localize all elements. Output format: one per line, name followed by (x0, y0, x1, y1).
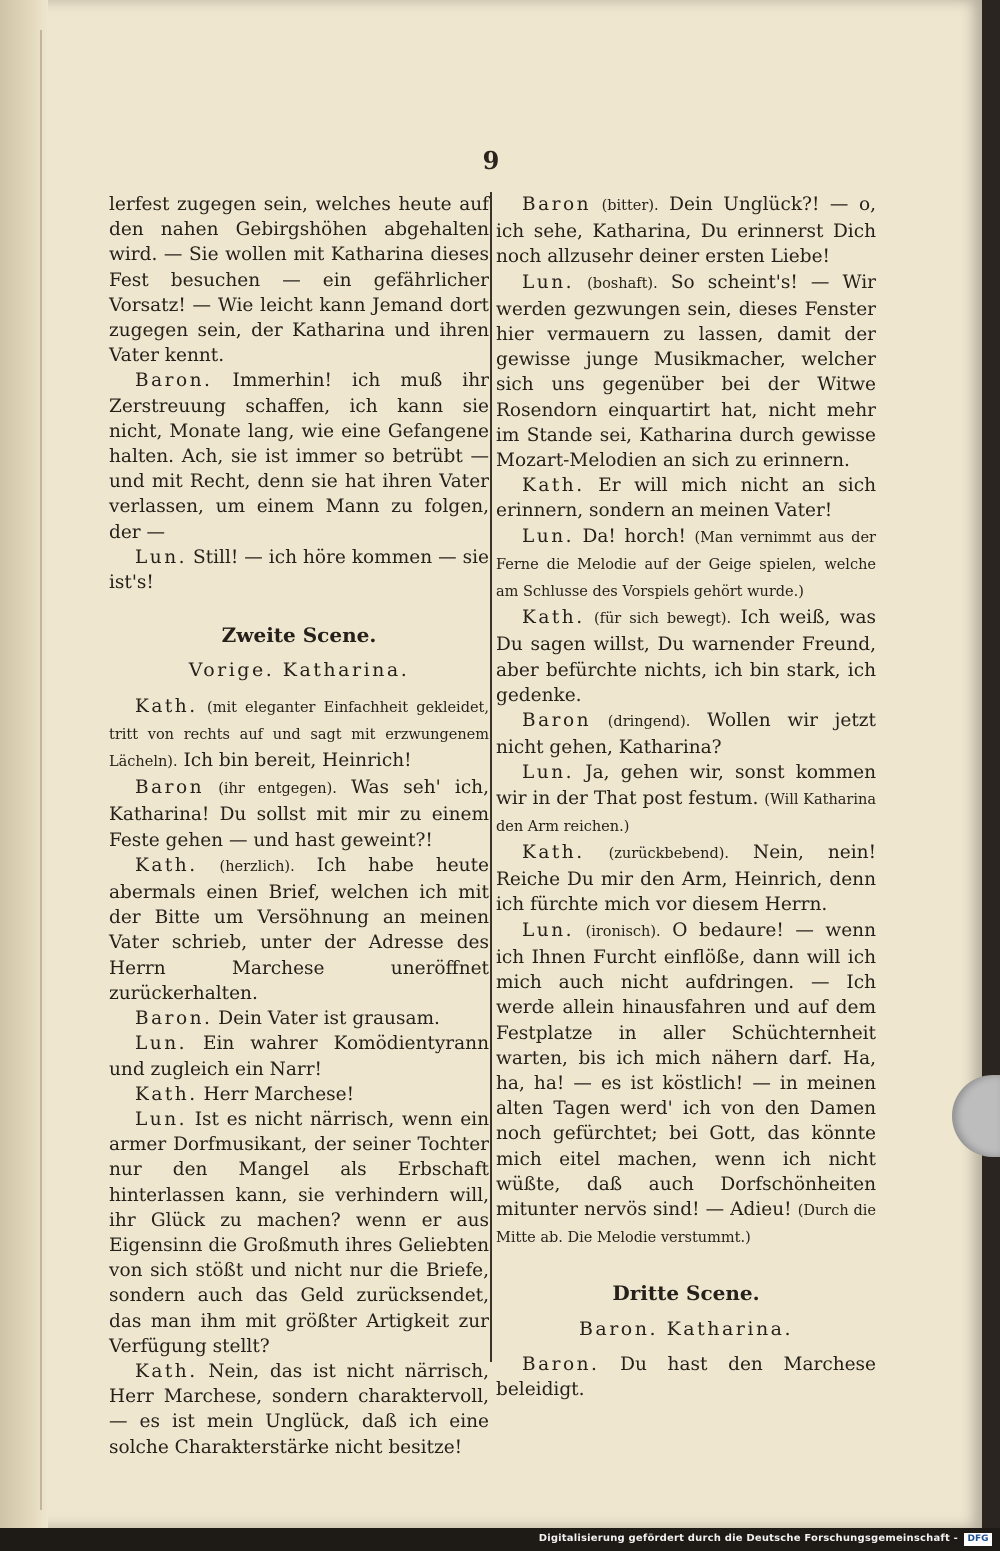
scene-cast: Baron. Katharina. (578, 1317, 794, 1340)
stage-direction: (bitter). (601, 198, 659, 214)
speaker-name: Kath. (522, 842, 585, 864)
speaker-name: Lun. (522, 919, 574, 941)
stage-direction: (herzlich). (219, 858, 295, 875)
scene-cast: Vorige. Katharina. (188, 659, 410, 682)
dialogue-line (496, 760, 876, 840)
stage-direction: (zurückbebend). (608, 846, 730, 863)
dialogue-text: Immerhin! ich muß ihr Zerstreuung schaffen, ich kann sie nicht, Monate lang, wie eine Gefangene halten. Ach, sie ist immer so betrübt — und mit Recht, denn sie hat ihren Vater verlassen, um einem Mann zu folgen, der — (109, 370, 489, 543)
stage-direction: (für sich bewegt). (593, 611, 732, 628)
speaker-name: Baron (522, 194, 592, 215)
left-column (109, 192, 489, 1460)
dialogue-line (496, 192, 876, 270)
binding-line (40, 30, 42, 1510)
scene-heading: Dritte Scene. (612, 1281, 760, 1306)
speaker-name: Baron. (135, 370, 213, 392)
dialogue-text: Was seh' ich, Katharina! Du sollst mit mir zu einem Feste gehen — und hast geweint?! (109, 777, 489, 851)
stage-direction: (Durch die Mitte ab. Die Melodie verstummt.) (496, 1202, 877, 1247)
dialogue-line (496, 840, 876, 918)
stage-direction: (ihr entgegen). (218, 781, 337, 798)
dialogue-text: Dein Unglück?! — o, ich sehe, Katharina, Du erinnerst Dich noch allzusehr deiner ersten Liebe! (496, 194, 876, 268)
dialogue-text: Herr Marchese! (203, 1083, 355, 1105)
speaker-name: Kath. (135, 1360, 198, 1382)
dialogue-text: Du hast den Marchese beleidigt. (496, 1353, 876, 1400)
speaker-name: Baron (522, 710, 592, 732)
stage-direction: (mit eleganter Einfachheit gekleidet, tritt von rechts auf und sagt mit erzwungenem Lächeln). (109, 699, 489, 771)
dialogue-text: Ich weiß, was Du sagen willst, Du warnender Freund, aber befürchte nichts, ich bin stark, ich gedenke. (496, 607, 877, 706)
dialogue-line (496, 708, 876, 760)
dialogue-text: Dein Vater ist grausam. (218, 1008, 440, 1030)
dialogue-line (109, 694, 489, 776)
speaker-name: Lun. (135, 1033, 187, 1055)
dialogue-text: Ich habe heute abermals einen Brief, welchen ich mit der Bitte um Versöhnung an meinen Vater schrieb, unter der Adresse des Herrn Marchese uneröffnet zurückerhalten. (109, 854, 489, 1004)
speaker-name: Baron. (522, 1353, 600, 1375)
page-number: 9 (482, 146, 500, 175)
speaker-name: Lun. (135, 546, 187, 568)
dialogue-line (496, 270, 876, 474)
paragraph-text: lerfest zugegen sein, welches heute auf den nahen Gebirgshöhen abgehalten wird. — Sie wollen mit Katharina dieses Fest besuchen — ein gefährlicher Vorsatz! — Wie leicht kann Jemand dort zugegen sein, der Katharina und ihren Vater kennt. (109, 194, 489, 367)
dfg-credit: Digitalisierung gefördert durch die Deutsche Forschungsgemeinschaft - (538, 1533, 958, 1544)
dialogue-text: Wollen wir jetzt nicht gehen, Katharina? (496, 710, 876, 759)
dialogue-text: Da! horch! (582, 525, 686, 547)
dialogue-text: O bedaure! — wenn ich Ihnen Furcht einflöße, dann will ich mich auch nicht aufdringen. — Ich werde allein hinausfahren und auf dem Festplatze in aller Schüchternheit warten, bis ich mich nähern darf. Ha, ha, ha! — es ist köstlich! — in meinen alten Tagen werd' ich von den Damen noch gefürchtet; bei Gott, das könnte mich eitel machen, wenn ich nicht wüßte, daß auch Dorfschönheiten mitunter nervös sind! — Adieu! (496, 919, 876, 1220)
paragraph (109, 192, 489, 368)
speaker-name: Kath. (135, 695, 198, 717)
stage-direction: (Man vernimmt aus der Ferne die Melodie auf der Geige spielen, welche am Schlusse des Vorspiels gehört wurde.) (496, 529, 876, 601)
speaker-name: Lun. (522, 762, 574, 784)
speaker-name: Kath. (522, 475, 585, 497)
right-column (496, 192, 876, 1402)
dialogue-text: Ich bin bereit, Heinrich! (183, 750, 412, 772)
speaker-name: Kath. (135, 1083, 198, 1105)
dialogue-text: Ja, gehen wir, sonst kommen wir in der That post festum. (496, 762, 876, 809)
dialogue-line (109, 775, 489, 853)
stage-direction: (Will Katharina den Arm reichen.) (496, 791, 876, 835)
dialogue-text: Still! — ich höre kommen — sie ist's! (109, 546, 489, 594)
dialogue-text: Ist es nicht närrisch, wenn ein armer Dorfmusikant, der seiner Tochter nur den Mangel als Erbschaft hinterlassen kann, sie verhindern will, ihr Glück zu machen? wenn er aus Eigensinn die Großmuth ihres Geliebten von sich stößt und nicht nur die Briefe, sondern auch das Geld zurücksendet, das man ihm mit größter Artigkeit zur Verfügung stellt? (109, 1108, 489, 1357)
dfg-logo: DFG (964, 1533, 992, 1546)
stage-direction: (dringend). (607, 714, 691, 731)
speaker-name: Lun. (522, 271, 574, 293)
speaker-name: Baron (135, 777, 205, 799)
speaker-name: Baron. (135, 1008, 213, 1030)
dialogue-line (496, 918, 876, 1252)
dialogue-line (109, 1006, 489, 1031)
dialogue-line (109, 368, 489, 544)
dialogue-line (496, 1352, 876, 1402)
speaker-name: Kath. (522, 607, 585, 629)
speaker-name: Lun. (522, 525, 574, 547)
dialogue-line (109, 853, 489, 1006)
speaker-name: Lun. (135, 1108, 187, 1130)
scene-heading: Zweite Scene. (221, 623, 377, 648)
dialogue-line (496, 605, 876, 708)
dialogue-line (109, 1082, 489, 1107)
dialogue-line (109, 1359, 489, 1460)
speaker-name: Kath. (135, 854, 198, 876)
dialogue-text: Nein, das ist nicht närrisch, Herr Marchese, sondern charaktervoll, — es ist mein Unglück, daß ich eine solche Charakterstärke nicht besitze! (109, 1360, 489, 1458)
stage-direction: (boshaft). (587, 275, 658, 292)
dialogue-line (496, 473, 876, 523)
dialogue-text: Er will mich nicht an sich erinnern, sondern an meinen Vater! (496, 475, 876, 522)
stage-direction: (ironisch). (585, 923, 661, 940)
dialogue-text: So scheint's! — Wir werden gezwungen sein, dieses Fenster hier vermauern zu lassen, damit der gewisse junge Musikmacher, welcher sich uns gegenüber bei der Witwe Rosendorn einquartirt hat, nicht mehr im Stande sei, Katharina durch gewisse Mozart-Melodien an sich zu erinnern. (496, 271, 876, 472)
dialogue-line (496, 524, 876, 606)
dialogue-line (109, 1031, 489, 1081)
dialogue-line (109, 1107, 489, 1359)
column-divider (490, 192, 492, 1362)
dialogue-text: Ein wahrer Komödientyrann und zugleich ein Narr! (109, 1033, 489, 1080)
dialogue-line (109, 545, 489, 595)
dialogue-text: Nein, nein! Reiche Du mir den Arm, Heinrich, denn ich fürchte mich vor diesem Herrn. (496, 842, 876, 916)
